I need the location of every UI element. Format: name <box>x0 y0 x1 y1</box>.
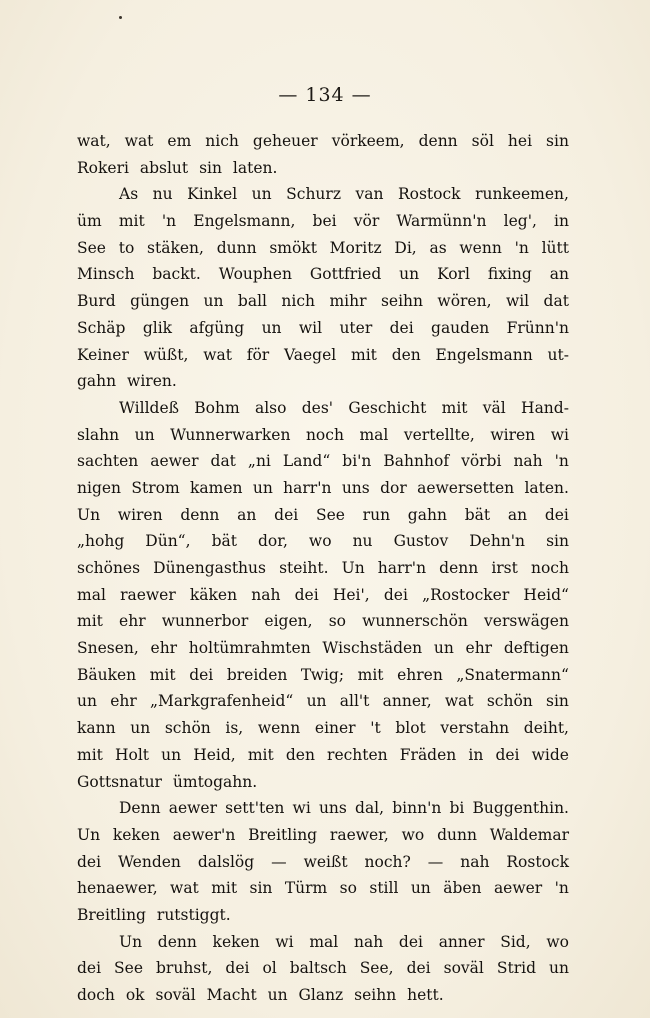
word: schön <box>486 692 533 711</box>
word: dei <box>398 932 423 951</box>
word: Strid <box>496 959 536 978</box>
word: mit <box>247 745 274 764</box>
word: „ni <box>247 452 271 471</box>
word: to <box>118 238 135 257</box>
word: „Markgrafenheid“ <box>149 692 294 711</box>
word: Schurz <box>286 185 341 204</box>
word: aewer <box>150 452 199 471</box>
word: harr'n <box>283 478 332 497</box>
word: henaewer, <box>77 879 158 898</box>
word: harr'n <box>377 559 427 577</box>
word: dei <box>189 665 214 684</box>
word: Geschicht <box>348 398 427 417</box>
word: blot <box>395 719 426 738</box>
word: rechten <box>327 745 388 764</box>
word: Fräden <box>399 745 457 764</box>
word: — <box>271 852 287 871</box>
paragraph <box>77 395 569 795</box>
word: Burd <box>77 292 116 311</box>
word: dei <box>544 505 569 524</box>
word: „Rostocker <box>422 585 510 604</box>
word: aewer <box>493 879 543 898</box>
word: dor <box>380 478 407 497</box>
word: van <box>355 185 384 204</box>
word: Minsch <box>77 265 135 284</box>
word: wat <box>444 692 474 711</box>
word: wi <box>550 425 569 444</box>
word: all't <box>339 692 370 711</box>
text-line <box>77 181 569 208</box>
text-line <box>77 582 569 609</box>
word: Türm <box>284 879 328 898</box>
word: Gustov <box>393 532 449 551</box>
text-line <box>77 475 569 502</box>
word: weißt <box>303 852 348 871</box>
word: laten. <box>524 478 569 497</box>
text-line <box>77 955 569 982</box>
word: ol <box>262 959 277 978</box>
word: Wenden <box>118 852 181 871</box>
body-text <box>77 128 569 1009</box>
word: leg', <box>503 212 537 231</box>
word: mal <box>359 425 389 444</box>
word: un <box>134 425 155 444</box>
word: deiht, <box>523 719 569 738</box>
word: still <box>369 879 399 898</box>
word: vör <box>353 212 380 231</box>
text-line <box>77 635 569 662</box>
word: baltsch <box>289 959 347 978</box>
word: un <box>399 265 420 284</box>
word: gahn <box>407 505 447 524</box>
word: ehren <box>397 665 443 684</box>
word: ehr <box>119 612 146 631</box>
word: uns <box>318 799 347 818</box>
word: Engelsmann <box>435 345 533 364</box>
word: Hei', <box>332 585 370 604</box>
text-line <box>77 849 569 876</box>
word: noch? <box>364 852 411 871</box>
word: dei <box>406 959 431 978</box>
word: Holt <box>115 745 150 764</box>
word: un <box>161 745 182 764</box>
word: Bäuken <box>77 665 137 684</box>
word: nich <box>205 132 239 150</box>
text-line <box>77 795 569 822</box>
word: bi <box>449 799 465 818</box>
paragraph <box>77 929 569 1009</box>
word: dat <box>543 292 569 311</box>
text-line <box>77 929 569 956</box>
word: sin <box>249 879 273 898</box>
word: nah <box>353 932 384 951</box>
text-line: Gottsnatur ümtogahn. <box>77 772 258 791</box>
paragraph <box>77 128 569 181</box>
word: ehr <box>110 692 137 711</box>
word: Dehn'n <box>469 532 526 551</box>
word: sin <box>546 692 569 711</box>
word: un <box>410 879 431 898</box>
word: mal <box>309 932 339 951</box>
word: ehr <box>465 639 493 658</box>
text-line <box>77 822 569 849</box>
word: See <box>315 505 345 524</box>
word: kann <box>77 719 116 738</box>
word: denn <box>418 132 458 150</box>
word: Gottfried <box>309 265 382 284</box>
word: mit <box>77 745 103 764</box>
word: Heid“ <box>523 585 569 604</box>
word: sachten <box>77 452 139 471</box>
word: nich <box>281 292 316 311</box>
word: dei <box>77 852 102 871</box>
word: Un <box>119 932 143 951</box>
text-line <box>77 342 569 369</box>
word: wenn <box>459 238 502 257</box>
word: Un <box>341 559 365 577</box>
word: wenn <box>257 719 301 738</box>
text-line <box>77 688 569 715</box>
word: un <box>306 692 327 711</box>
word: dal, <box>355 799 385 818</box>
word: ut- <box>547 345 569 364</box>
text-line: gahn wiren. <box>77 372 177 391</box>
word: run <box>362 505 391 524</box>
paragraph <box>77 181 569 395</box>
word: söl <box>471 132 494 150</box>
word: Bohm <box>194 398 240 417</box>
word: Snesen, <box>77 639 139 658</box>
word: uter <box>339 318 373 337</box>
word: einer <box>314 719 356 738</box>
word: bi'n <box>342 452 372 471</box>
word: verswägen <box>484 612 569 631</box>
text-line <box>77 528 569 555</box>
word: nu <box>152 185 173 204</box>
word: Bahnhof <box>383 452 450 471</box>
word: un <box>548 959 569 978</box>
word: Willdeß <box>119 398 179 417</box>
word: Warmünn'n <box>396 212 487 231</box>
word: dat <box>210 452 236 471</box>
word: wunnerschön <box>362 612 468 631</box>
word: wide <box>531 745 569 764</box>
word: wat <box>170 879 199 898</box>
word: äben <box>443 879 482 898</box>
word: vertellte, <box>403 425 475 444</box>
text-line: Breitling rutstiggt. <box>77 905 231 924</box>
paragraph <box>77 795 569 928</box>
word: Dün“, <box>145 532 191 551</box>
word: schönes <box>77 559 141 577</box>
word: Engelsmann, <box>193 212 296 231</box>
word: gauden <box>431 318 490 337</box>
text-line <box>77 261 569 288</box>
word: un <box>77 692 97 711</box>
word: an <box>549 265 569 284</box>
word: Frünn'n <box>506 318 569 337</box>
word: ehr <box>150 639 178 658</box>
text-line <box>77 208 569 235</box>
word: mit <box>211 879 238 898</box>
word: deftigen <box>503 639 569 658</box>
word: denn <box>180 505 220 524</box>
text-line <box>77 608 569 635</box>
word: mit <box>118 212 145 231</box>
word: See <box>114 959 144 978</box>
word: Twig; <box>300 665 345 684</box>
word: dei <box>77 959 102 978</box>
text-line <box>77 448 569 475</box>
word: Denn <box>119 799 161 818</box>
word: väl <box>482 398 506 417</box>
word: dunn <box>437 825 477 844</box>
word: afgüng <box>189 318 245 337</box>
word: för <box>246 345 270 364</box>
word: mit <box>441 398 468 417</box>
word: wat <box>203 345 232 364</box>
word: Un <box>77 825 101 844</box>
word: breiden <box>226 665 288 684</box>
word: Rostock <box>397 185 461 204</box>
text-line <box>77 395 569 422</box>
word: is, <box>225 719 244 738</box>
word: an <box>237 505 257 524</box>
word: steiht. <box>279 559 329 577</box>
word: wil <box>298 318 323 337</box>
word: wo <box>401 825 425 844</box>
word: denn <box>157 932 197 951</box>
word: un <box>252 478 273 497</box>
word: in <box>468 745 484 764</box>
word: Korl <box>437 265 470 284</box>
word: wo <box>546 932 569 951</box>
word: Vaegel <box>283 345 337 364</box>
word: mit <box>77 612 103 631</box>
word: Wouphen <box>218 265 292 284</box>
word: Waldemar <box>489 825 569 844</box>
word: backt. <box>152 265 201 284</box>
text-line <box>77 875 569 902</box>
word: fixing <box>487 265 532 284</box>
word: un <box>251 185 272 204</box>
word: Keiner <box>77 345 129 364</box>
word: ball <box>237 292 267 311</box>
word: eigen, <box>264 612 313 631</box>
word: den <box>285 745 315 764</box>
word: den <box>391 345 421 364</box>
word: soväl <box>443 959 484 978</box>
word: also <box>254 398 287 417</box>
word: binn'n <box>392 799 442 818</box>
word: Di, <box>394 238 417 257</box>
word: 'n <box>514 238 529 257</box>
word: stäken, <box>147 238 204 257</box>
word: dei <box>495 745 520 764</box>
word: keken <box>212 932 260 951</box>
word: mit <box>149 665 176 684</box>
text-line <box>77 235 569 262</box>
page-number: — 134 — <box>278 84 372 106</box>
word: vörbi <box>461 452 502 471</box>
word: dei <box>225 959 250 978</box>
word: geheuer <box>252 132 318 150</box>
word: Wischstäden <box>322 639 423 658</box>
word: Wunnerwarken <box>170 425 291 444</box>
word: käken <box>189 585 238 604</box>
word: bei <box>312 212 337 231</box>
word: smökt <box>269 238 317 257</box>
word: Rostock <box>506 852 569 871</box>
word: aewer'n <box>172 825 236 844</box>
word: dor, <box>258 532 288 551</box>
word: wiren <box>490 425 536 444</box>
word: wi <box>292 799 311 818</box>
word: uns <box>341 478 370 497</box>
word: Moritz <box>329 238 382 257</box>
word: 'n <box>554 879 569 898</box>
word: „hohg <box>77 532 125 551</box>
word: wiren <box>117 505 163 524</box>
word: aewer <box>168 799 217 818</box>
text-line <box>77 555 569 582</box>
word: Breitling <box>248 825 318 844</box>
word: nah <box>513 452 543 471</box>
word: in <box>554 212 569 231</box>
word: dei <box>383 585 408 604</box>
word: wören, <box>437 292 492 311</box>
text-line <box>77 742 569 769</box>
word: güngen <box>130 292 190 311</box>
word: un <box>203 292 224 311</box>
word: dunn <box>216 238 257 257</box>
word: dei <box>389 318 414 337</box>
text-line <box>77 715 569 742</box>
word: 'n <box>554 452 569 471</box>
word: so <box>328 612 346 631</box>
word: See <box>77 238 106 257</box>
word: wunnerbor <box>161 612 249 631</box>
word: nah <box>251 585 281 604</box>
word: keken <box>112 825 160 844</box>
word: lütt <box>541 238 569 257</box>
word: anner <box>438 932 485 951</box>
word: mihr <box>329 292 367 311</box>
word: Un <box>77 505 101 524</box>
word: noch <box>530 559 569 577</box>
word: un <box>433 639 454 658</box>
word: bät <box>211 532 237 551</box>
word: Dünengasthus <box>153 559 266 577</box>
text-line: Rokeri abslut sin laten. <box>77 158 278 177</box>
word: „Snatermann“ <box>456 665 569 684</box>
word: un <box>261 318 282 337</box>
word: Kinkel <box>187 185 238 204</box>
word: Sid, <box>500 932 531 951</box>
word: sin <box>546 132 569 150</box>
word: glik <box>142 318 173 337</box>
word: sin <box>546 532 569 551</box>
word: dalslög <box>197 852 255 871</box>
word: noch <box>305 425 344 444</box>
word: wat, <box>77 132 111 150</box>
text-line <box>77 288 569 315</box>
word: wi <box>275 932 294 951</box>
text-line <box>77 315 569 342</box>
word: Land“ <box>282 452 331 471</box>
text-line <box>77 422 569 449</box>
word: bät <box>464 505 491 524</box>
word: schön <box>164 719 211 738</box>
word: as <box>429 238 447 257</box>
word: vörkeem, <box>331 132 405 150</box>
text-line <box>77 662 569 689</box>
word: bruhst, <box>156 959 213 978</box>
word: dei <box>274 505 299 524</box>
word: See, <box>359 959 394 978</box>
word: Buggenthin. <box>472 799 569 818</box>
word: mal <box>77 585 106 604</box>
word: denn <box>439 559 479 577</box>
word: em <box>167 132 192 150</box>
word: wo <box>308 532 332 551</box>
word: mit <box>351 345 377 364</box>
word: un <box>130 719 151 738</box>
word: slahn <box>77 425 120 444</box>
word: Strom <box>131 478 180 497</box>
word: wat <box>124 132 154 150</box>
word: verstahn <box>440 719 510 738</box>
word: nah <box>460 852 490 871</box>
word: wüßt, <box>143 345 189 364</box>
word: mit <box>357 665 384 684</box>
word: raewer <box>120 585 176 604</box>
word: 'n <box>161 212 177 231</box>
word: sett'ten <box>225 799 285 818</box>
word: As <box>119 185 139 204</box>
word: irst <box>491 559 518 577</box>
word: seihn <box>380 292 423 311</box>
word: nu <box>352 532 373 551</box>
word: aewersetten <box>417 478 515 497</box>
ink-speck <box>119 16 122 19</box>
word: runkeemen, <box>475 185 569 204</box>
word: raewer, <box>329 825 389 844</box>
text-line: doch ok soväl Macht un Glanz seihn hett. <box>77 986 444 1004</box>
word: holtümrahmten <box>188 639 311 658</box>
word: des' <box>301 398 334 417</box>
word: anner, <box>382 692 432 711</box>
word: so <box>339 879 357 898</box>
word: 't <box>370 719 381 738</box>
word: Hand- <box>521 398 569 417</box>
word: Heid, <box>193 745 236 764</box>
word: wil <box>505 292 530 311</box>
word: üm <box>77 212 102 231</box>
word: nigen <box>77 478 122 497</box>
word: Schäp <box>77 318 126 337</box>
word: kamen <box>190 478 243 497</box>
word: an <box>507 505 528 524</box>
text-line <box>77 128 569 155</box>
word: hei <box>507 132 533 150</box>
text-line <box>77 502 569 529</box>
word: — <box>427 852 444 871</box>
word: dei <box>294 585 319 604</box>
